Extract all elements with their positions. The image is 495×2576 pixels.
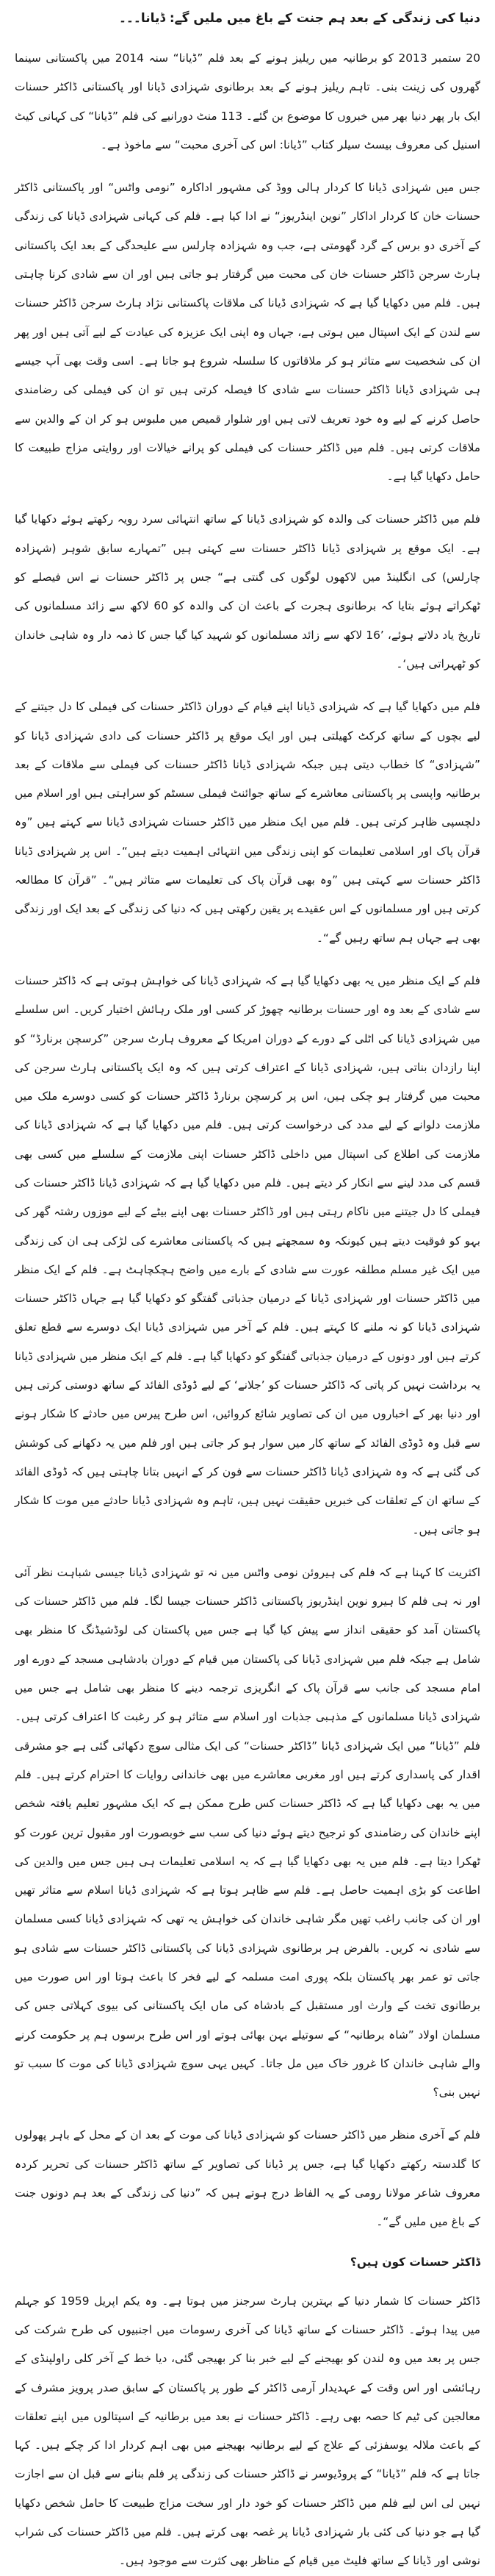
paragraph-mother: فلم میں ڈاکٹر حسنات کی والدہ کو شہزادی ڈیانا کے ساتھ انتہائی سرد رویہ رکھتے ہوئے دکھایا گیا ہے۔ ایک موقع پر شہزادی ڈیانا ڈاکٹر حسنات سے کہتی ہیں ”تمہارے سابق شوہر (شہزادہ چارلس) کی انگلینڈ میں لاکھوں لوگوں کی گنتی ہے“ جس پر ڈاکٹر حسنات نے اس فیصلے کو ٹھکراتے ہوئے بتایا کہ برطانوی ہجرت کے باعث ان کی والدہ کو 60 لاکھ سے زائد مسلمانوں کی تاریخ یاد دلاتے ہوئے، ’16 لاکھ سے زائد مسلمانوں کو شہید کیا گیا جس کا ذمہ دار وہ شاہی خاندان کو ٹھہراتی ہیں‘۔ xyxy=(15,512,480,670)
paragraph-biography: ڈاکٹر حسنات کا شمار دنیا کے بہترین ہارٹ سرجنز میں ہوتا ہے۔ وہ یکم اپریل 1959 کو جہلم میں پیدا ہوئے۔ ڈاکٹر حسنات کے ساتھ ڈیانا کی آخری رسومات میں اجنبیوں کی طرح شرکت کی جس پر بعد میں وہ لندن کو بھیجنے کے لیے خبر بنا کر بھیجی گئی، دیا خط کے آخر کلی راولپنڈی کے رہائشی اور اس وقت کے عہدیدار آرمی ڈاکٹر کے طور پر پاکستان کے سابق صدر پرویز مشرف کے معالجین کی ٹیم کا حصہ بھی رہے۔ ڈاکٹر حسنات نے بعد میں برطانیہ کے اسپتالوں میں اپنے تعلقات کے باعث ملالہ یوسفزئی کے علاج کے لیے برطانیہ بھیجنے میں بھی اہم کردار ادا کر چکے ہیں۔ کہا جاتا ہے کہ فلم ”ڈیانا“ کے پروڈیوسر نے ڈاکٹر حسنات کی زندگی پر فلم بنانے سے قبل ان سے اجازت نہیں لی اس لیے فلم میں ڈاکٹر حسنات کو خود دار اور سخت مزاج طبیعت کا حامل شخص دکھایا گیا ہے جو دنیا کی کئی بار شہزادی ڈیانا پر غصہ بھی کرتے ہیں۔ فلم میں ڈاکٹر حسنات کی شراب نوشی اور ڈیانا کے ساتھ فلیٹ میں قیام کے مناظر بھی کثرت سے موجود ہیں۔ xyxy=(15,2294,480,2568)
paragraph-plot: جس میں شہزادی ڈیانا کا کردار ہالی ووڈ کی مشہور اداکارہ ”نومی واٹس“ اور پاکستانی ڈاکٹر حسنات خان کا کردار اداکار ”نوین اینڈریوز“ نے ادا کیا ہے۔ فلم کی کہانی شہزادی ڈیانا کی زندگی کے آخری دو برس کے گرد گھومتی ہے، جب وہ شہزادہ چارلس سے علیحدگی کے بعد ایک پاکستانی ہارٹ سرجن ڈاکٹر حسنات خان کی محبت میں گرفتار ہو جاتی ہیں اور ان سے شادی کرنا چاہتی ہیں۔ فلم میں دکھایا گیا ہے کہ شہزادی ڈیانا کی ملاقات پاکستانی نژاد ہارٹ سرجن ڈاکٹر حسنات سے لندن کے ایک اسپتال میں ہوتی ہے، جہاں وہ اپنی ایک عزیزہ کی عیادت کے لیے آتی ہیں اور پھر ان کی شخصیت سے متاثر ہو کر ملاقاتوں کا سلسلہ شروع ہو جاتا ہے۔ اسی وقت بھی آپ جیسے ہی شہزادی ڈیانا ڈاکٹر حسنات سے شادی کا فیصلہ کرتی ہیں تو ان کی فیملی کی رضامندی حاصل کرنے کے لیے وہ خود تعریف لاتی ہیں اور شلوار قمیص میں ملبوس ہو کر ان کے والدین سے ملاقات کرتی ہیں۔ فلم میں ڈاکٹر حسنات کی فیملی کو پرانے خیالات اور روایتی مزاج طبیعت کا حامل دکھایا گیا ہے۔ xyxy=(15,181,480,484)
section-heading: ڈاکٹر حسنات کون ہیں؟ xyxy=(350,2255,480,2269)
paragraph-release: 20 ستمبر 2013 کو برطانیہ میں ریلیز ہونے کے بعد فلم ”ڈیانا“ سنہ 2014 میں پاکستانی سینما گھروں کی زینت بنی۔ تاہم ریلیز ہونے کے بعد برطانوی شہزادی ڈیانا اور پاکستانی ڈاکٹر حسنات ایک بار پھر دنیا بھر میں خبروں کا موضوع بن گئے۔ 113 منٹ دورانیے کی فلم ”ڈیانا“ کی کہانی کیٹ اسنیل کی معروف بیسٹ سیلر کتاب ”ڈیانا: اس کی آخری محبت“ سے ماخوذ ہے۔ xyxy=(15,51,481,151)
paragraph-family: فلم میں دکھایا گیا ہے کہ شہزادی ڈیانا اپنے قیام کے دوران ڈاکٹر حسنات کی فیملی کا دل جیتنے کے لیے بچوں کے ساتھ کرکٹ کھیلتی ہیں اور ایک موقع پر ڈاکٹر حسنات کی دادی شہزادی ڈیانا کو ”شہزادی“ کا خطاب دیتی ہیں جبکہ شہزادی ڈیانا ڈاکٹر حسنات کی فیملی سے ملاقات کے بعد برطانیہ واپسی پر پاکستانی معاشرے کے ساتھ جوائنٹ فیملی سسٹم کو سراہتی ہیں اور اسلام میں دلچسپی ظاہر کرتی ہیں۔ فلم میں ایک منظر میں ڈاکٹر حسنات شہزادی ڈیانا سے کہتے ہیں ”وہ قرآن پاک اور اسلامی تعلیمات کو اپنی زندگی میں انتہائی اہمیت دیتے ہیں“۔ اس پر شہزادی ڈیانا ڈاکٹر حسنات سے کہتی ہیں ”وہ بھی قرآن پاک کی تعلیمات سے متاثر ہیں“۔ ”قرآن کا مطالعہ کرتی ہیں اور مسلمانوں کے اس عقیدے پر یقین رکھتی ہیں کہ دنیا کی زندگی کے بعد ایک اور زندگی بھی ہے جہاں ہم ساتھ رہیں گے“۔ xyxy=(15,700,480,945)
paragraph-relationship: فلم کے ایک منظر میں یہ بھی دکھایا گیا ہے کہ شہزادی ڈیانا کی خواہش ہوتی ہے کہ ڈاکٹر حسنات سے شادی کے بعد وہ اور حسنات برطانیہ چھوڑ کر کسی اور ملک رہائش اختیار کریں۔ اس سلسلے میں شہزادی ڈیانا کی اٹلی کے دورے کے دوران امریکا کے معروف ہارٹ سرجن ”کرسچن برنارڈ“ کو اپنا رازدان بناتی ہیں، شہزادی ڈیانا کے اعتراف کرتی ہیں کہ وہ ایک پاکستانی ہارٹ سرجن کی محبت میں گرفتار ہو چکی ہیں، اس پر کرسچن برنارڈ ڈاکٹر حسنات کو کسی دوسرے ملک میں ملازمت دلوانے کے لیے مدد کی درخواست کرتی ہیں۔ فلم میں دکھایا گیا ہے کہ شہزادی ڈیانا کی ملازمت کی اطلاع کی اسپتال میں داخلی ڈاکٹر حسنات اپنی ملازمت کے سلسلے میں کسی بھی قسم کی مدد لینے سے انکار کر دیتے ہیں۔ فلم میں دکھایا گیا ہے کہ شہزادی ڈیانا ڈاکٹر حسنات کی فیملی کا دل جیتنے میں ناکام رہتی ہیں اور ڈاکٹر حسنات بھی اپنے بیٹے کے لیے موزوں رشتہ گھر کی بہو کو فوقیت دیتے ہیں کیونکہ وہ سمجھتے ہیں کہ پاکستانی معاشرے کی لڑکی ہی ان کی زندگی میں ایک غیر مسلم مطلقہ عورت سے شادی کے بارے میں واضح ہچکچاہٹ ہے۔ فلم کے ایک منظر میں ڈاکٹر حسنات اور شہزادی ڈیانا کے درمیان جذباتی گفتگو کو دکھایا گیا ہے جہاں ڈاکٹر حسنات شہزادی ڈیانا کو نہ ملنے کا کہتے ہیں۔ فلم کے آخر میں شہزادی ڈیانا ایک دوسرے سے قطع تعلق کرتے ہیں اور دونوں کے درمیان جذباتی گفتگو کو دکھایا گیا ہے۔ فلم کے ایک منظر میں شہزادی ڈیانا یہ برداشت نہیں کر پاتی کہ ڈاکٹر حسنات کو ’جلانے‘ کے لیے ڈوڈی الفائد کے ساتھ دوستی کرتی ہیں اور دنیا بھر کے اخباروں میں ان کی تصاویر شائع کروائیں، اس طرح پیرس میں حادثے کا شکار ہونے سے قبل وہ ڈوڈی الفائد کے ساتھ کار میں سوار ہو کر جاتی ہیں اور فلم میں یہ دکھانے کی کوشش کی گئی ہے کہ وہ شہزادی ڈیانا ڈاکٹر حسنات سے فون کر کے انہیں بتانا چاہتی ہیں کہ ڈوڈی الفائد کے ساتھ ان کے تعلقات کی خبریں حقیقت نہیں ہیں، تاہم وہ شہزادی ڈیانا حادثے میں موت کا شکار ہو جاتی ہیں۔ xyxy=(15,973,480,1536)
article-title: دنیا کی زندگی کے بعد ہم جنت کے باغ میں ملیں گے: ڈیانا۔۔۔ xyxy=(118,11,480,26)
paragraph-final-scene: فلم کے آخری منظر میں ڈاکٹر حسنات کو شہزادی ڈیانا کی موت کے بعد ان کے محل کے باہر پھولوں کا گلدستہ رکھتے دکھایا گیا ہے، جس پر ڈیانا کی تصاویر کے ساتھ ڈاکٹر حسنات کی تحریر کردہ معروف شاعر مولانا رومی کے یہ الفاظ درج ہوتے ہیں کہ ”دنیا کی زندگی کے بعد ہم دونوں جنت کے باغ میں ملیں گے“۔ xyxy=(15,2128,480,2229)
paragraph-analysis: اکثریت کا کہنا ہے کہ فلم کی ہیروئن نومی واٹس میں نہ تو شہزادی ڈیانا جیسی شباہت نظر آئی اور نہ ہی فلم کا ہیرو نوین اینڈریوز پاکستانی ڈاکٹر حسنات جیسا لگا۔ فلم میں ڈاکٹر حسنات کی پاکستان آمد کو حقیقی انداز سے پیش کیا گیا ہے جس میں پاکستان کی لوڈشیڈنگ کا منظر بھی شامل ہے جبکہ فلم میں شہزادی ڈیانا کی پاکستان میں قیام کے دوران بادشاہی مسجد کے دورے اور امام مسجد کی جانب سے قرآن پاک کے انگریزی ترجمہ دینے کا منظر بھی شامل ہے جس میں شہزادی ڈیانا مسلمانوں کے مذہبی جذبات اور اسلام سے متاثر ہو کر رغبت کا اعتراف کرتی ہیں۔ فلم ”ڈیانا“ میں ایک شہزادی ڈیانا ”ڈاکٹر حسنات“ کی ایک مثالی سوچ دکھائی گئی ہے جو مشرقی اقدار کی پاسداری کرتے ہیں اور مغربی معاشرے میں بھی خاندانی روایات کا احترام کرتے ہیں۔ فلم میں یہ بھی دکھایا گیا ہے کہ ڈاکٹر حسنات کس طرح ممکن ہے کہ ایک مشہور تعلیم یافتہ شخص اپنے خاندان کی رضامندی کو ترجیح دیتے ہوئے دنیا کی سب سے خوبصورت اور مقبول ترین عورت کو ٹھکرا دیتا ہے۔ فلم میں یہ بھی دکھایا گیا ہے کہ یہ اسلامی تعلیمات ہی ہیں جس میں والدین کی اطاعت کو بڑی اہمیت حاصل ہے۔ فلم سے ظاہر ہوتا ہے کہ شہزادی ڈیانا اسلام سے متاثر تھیں اور ان کی جانب راغب تھیں مگر شاہی خاندان کی خواہش یہ تھی کہ شہزادی ڈیانا کسی مسلمان سے شادی نہ کریں۔ بالفرض ہر برطانوی شہزادی ڈیانا کی پاکستانی ڈاکٹر حسنات سے شادی ہو جاتی تو عمر بھر پاکستان بلکہ پوری امت مسلمہ کے لیے فخر کا باعث ہوتا اور اس صورت میں برطانوی تخت کے وارث اور مستقبل کے بادشاہ کی ماں ایک پاکستانی کی بیوی کہلاتی جس کی مسلمان اولاد ”شاہ برطانیہ“ کے سوتیلے بہن بھائی ہوتے اور اس طرح برسوں ہم پر حکومت کرنے والے شاہی خاندان کا غرور خاک میں مل جاتا۔ کہیں یہی سوچ شہزادی ڈیانا کی موت کا سبب تو نہیں بنی؟ xyxy=(15,1565,480,2100)
